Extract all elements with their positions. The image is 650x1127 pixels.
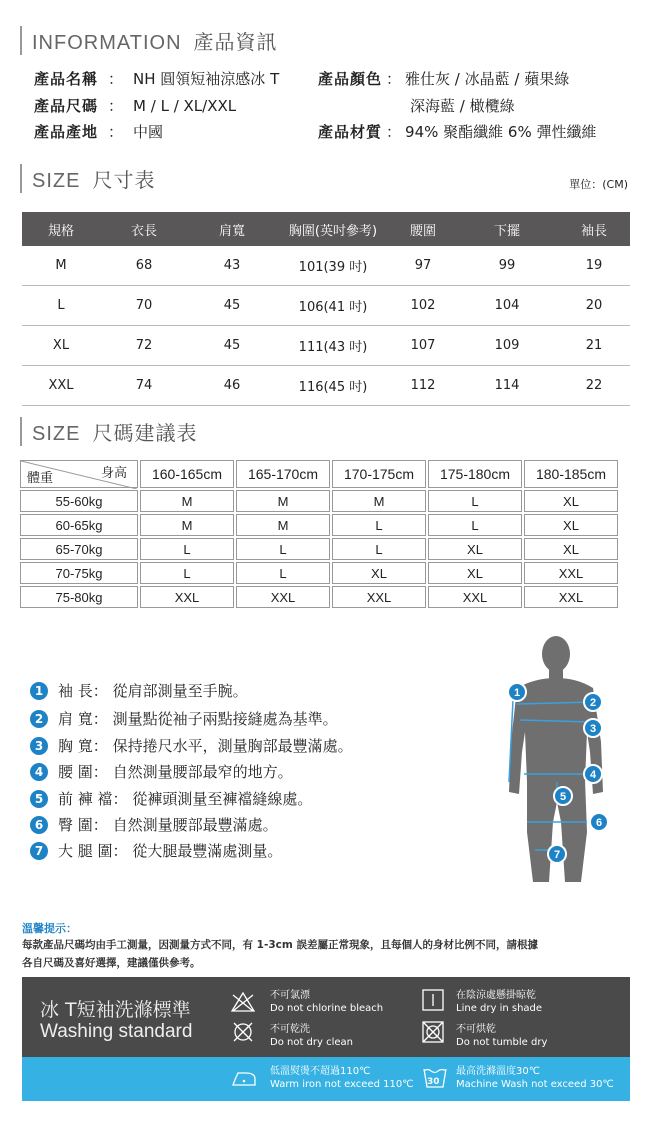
wash-title-zh: 冰 T短袖洗滌標準 <box>40 999 191 1021</box>
cell: 72 <box>100 326 188 366</box>
size-table <box>22 212 630 406</box>
info-product-color-2 <box>410 95 515 116</box>
cell: XL <box>22 326 100 366</box>
no-tumble-text <box>456 1023 547 1049</box>
table-row <box>22 246 630 286</box>
line-dry-text <box>456 989 542 1015</box>
info-title-zh: 產品資訊 <box>193 30 278 54</box>
cell: M <box>236 514 330 536</box>
info-product-name <box>34 68 279 89</box>
no-dry-clean-icon <box>232 1021 254 1043</box>
rec-title-zh: 尺碼建議表 <box>92 421 198 445</box>
badge-2-icon <box>584 693 602 711</box>
weight-cell: 65-70kg <box>20 538 138 560</box>
cell: L <box>428 490 522 512</box>
cell: M <box>22 246 100 286</box>
col-header: 胸圍(英吋參考) <box>276 212 390 246</box>
cell: XXL <box>22 366 100 406</box>
weight-cell: 70-75kg <box>20 562 138 584</box>
rec-title-en: SIZE <box>32 423 81 445</box>
value: 雅仕灰 / 冰晶藍 / 蘋果綠 <box>405 70 570 88</box>
cell: XXL <box>236 586 330 608</box>
desc: 測量點從袖子兩點接縫處為基準。 <box>112 710 338 728</box>
table-row <box>22 286 630 326</box>
weight-cell: 60-65kg <box>20 514 138 536</box>
cell: M <box>236 490 330 512</box>
badge-7-icon <box>548 845 566 863</box>
badge-1-icon <box>508 683 526 701</box>
label: 前 褲 襠： <box>58 790 128 808</box>
cell: 21 <box>558 326 630 366</box>
en: Machine Wash not exceed 30℃ <box>456 1079 614 1090</box>
col-header: 規格 <box>22 212 100 246</box>
cell: XL <box>524 490 618 512</box>
measure-item-thigh <box>30 840 282 861</box>
svg-text:3: 3 <box>589 723 597 735</box>
badge-4-icon <box>584 765 602 783</box>
label: 大 腿 圍： <box>58 842 128 860</box>
height-header: 180-185cm <box>524 460 618 488</box>
cell: XXL <box>140 586 234 608</box>
value: 深海藍 / 橄欖綠 <box>410 97 515 115</box>
cell: L <box>332 538 426 560</box>
label: 產品尺碼 <box>34 97 99 115</box>
cell: XL <box>524 538 618 560</box>
cell: 70 <box>100 286 188 326</box>
colon: ： <box>108 123 124 141</box>
height-header: 160-165cm <box>140 460 234 488</box>
cell: 68 <box>100 246 188 286</box>
cell: 116(45 吋) <box>276 366 390 406</box>
measure-item-waist <box>30 761 293 782</box>
desc: 自然測量腰部最窄的地方。 <box>112 763 293 781</box>
table-row <box>20 562 618 584</box>
zh: 在陰涼處懸掛晾乾 <box>456 990 536 1001</box>
desc: 從褲頭測量至褲襠縫線處。 <box>132 790 313 808</box>
info-product-size <box>34 95 236 116</box>
badge-6-icon <box>590 813 608 831</box>
info-product-origin <box>34 121 163 142</box>
measure-item-rise <box>30 788 312 809</box>
cell: 101(39 吋) <box>276 246 390 286</box>
recommendation-table <box>18 458 620 610</box>
svg-text:1: 1 <box>513 687 521 699</box>
number-badge-icon: 2 <box>30 710 48 728</box>
notice-line: 各自尺碼及喜好選擇，建議僅供參考。 <box>22 957 201 969</box>
measure-item-chest <box>30 735 353 756</box>
zh: 低溫熨燙不超過110℃ <box>270 1066 371 1077</box>
cell: M <box>140 490 234 512</box>
cell: 99 <box>456 246 558 286</box>
label: 胸 寬： <box>58 737 108 755</box>
measure-item-shoulder <box>30 708 338 729</box>
label: 產品材質 <box>318 123 383 141</box>
en: Do not tumble dry <box>456 1037 548 1048</box>
measure-item-sleeve <box>30 680 248 701</box>
cell: XL <box>428 538 522 560</box>
label: 肩 寬： <box>58 710 108 728</box>
cell: XL <box>332 562 426 584</box>
unit-label: 單位：(CM) <box>569 178 628 191</box>
cell: 43 <box>188 246 276 286</box>
label: 產品產地 <box>34 123 99 141</box>
weight-cell: 75-80kg <box>20 586 138 608</box>
value: M / L / XL/XXL <box>133 97 237 115</box>
info-title-en: INFORMATION <box>32 32 182 54</box>
cell: XXL <box>332 586 426 608</box>
zh: 不可烘乾 <box>456 1024 496 1035</box>
cell: 106(41 吋) <box>276 286 390 326</box>
table-row <box>22 326 630 366</box>
en: Do not dry clean <box>270 1037 354 1048</box>
en: Do not chlorine bleach <box>270 1003 384 1014</box>
col-header: 衣長 <box>100 212 188 246</box>
en: Line dry in shade <box>456 1003 543 1014</box>
value: 94% 聚酯纖維 6% 彈性纖維 <box>405 123 597 141</box>
wash-title-en: Washing standard <box>40 1021 193 1042</box>
cell: 22 <box>558 366 630 406</box>
value: NH 圓領短袖涼感冰 T <box>133 70 280 88</box>
no-tumble-dry-icon <box>422 1021 444 1043</box>
table-row <box>20 538 618 560</box>
corner-cell <box>20 460 138 488</box>
badge-3-icon <box>584 719 602 737</box>
height-header: 175-180cm <box>428 460 522 488</box>
no-dry-clean-text <box>270 1023 353 1049</box>
colon: ： <box>108 70 124 88</box>
body-silhouette-icon <box>495 632 615 884</box>
iron-icon <box>230 1069 258 1089</box>
svg-text:2: 2 <box>589 697 597 709</box>
size-section-title <box>20 164 155 193</box>
cell: 20 <box>558 286 630 326</box>
cell: 104 <box>456 286 558 326</box>
info-product-material <box>318 121 596 142</box>
zh: 不可乾洗 <box>270 1024 310 1035</box>
col-header: 肩寬 <box>188 212 276 246</box>
notice-text <box>22 936 630 972</box>
cell: 45 <box>188 326 276 366</box>
value: 中國 <box>133 123 164 141</box>
label: 臀 圍： <box>58 816 108 834</box>
cell: XL <box>524 514 618 536</box>
label: 袖 長： <box>58 682 108 700</box>
weight-label: 體重 <box>27 470 54 485</box>
notice-line: 每款產品尺碼均由手工測量，因測量方式不同，有 1-3cm 誤差屬正常現象，且每個人的身材比例不同，請根據 <box>22 939 538 951</box>
washing-standard-panel <box>22 977 630 1057</box>
col-header: 腰圍 <box>390 212 456 246</box>
cell: L <box>236 538 330 560</box>
svg-text:5: 5 <box>559 791 567 803</box>
table-row <box>20 490 618 512</box>
height-label: 身高 <box>100 465 127 480</box>
wash-icon-number: 30 <box>427 1077 440 1087</box>
colon: ： <box>386 70 402 88</box>
cell: XL <box>428 562 522 584</box>
cell: 45 <box>188 286 276 326</box>
zh: 不可氯漂 <box>270 990 310 1001</box>
measure-item-hip <box>30 814 278 835</box>
cell: L <box>22 286 100 326</box>
svg-text:7: 7 <box>553 849 561 861</box>
col-header: 下擺 <box>456 212 558 246</box>
info-section-title <box>20 26 278 55</box>
number-badge-icon: 5 <box>30 790 48 808</box>
label: 產品顏色 <box>318 70 383 88</box>
col-header: 袖長 <box>558 212 630 246</box>
table-row <box>20 586 618 608</box>
badge-5-icon <box>554 787 572 805</box>
cell: L <box>236 562 330 584</box>
colon: ： <box>386 123 402 141</box>
cell: L <box>428 514 522 536</box>
en: Warm iron not exceed 110℃ <box>270 1079 414 1090</box>
cell: 112 <box>390 366 456 406</box>
table-row <box>20 514 618 536</box>
rec-header-row <box>20 460 618 488</box>
cell: XXL <box>524 562 618 584</box>
zh: 最高洗滌溫度30℃ <box>456 1066 540 1077</box>
no-bleach-text <box>270 989 383 1015</box>
iron-text <box>270 1065 413 1091</box>
no-bleach-icon <box>230 991 256 1013</box>
washing-temp-panel <box>22 1057 630 1101</box>
cell: 109 <box>456 326 558 366</box>
cell: L <box>140 538 234 560</box>
desc: 從大腿最豐滿處測量。 <box>132 842 283 860</box>
desc: 從肩部測量至手腕。 <box>112 682 248 700</box>
cell: XXL <box>524 586 618 608</box>
cell: 107 <box>390 326 456 366</box>
cell: 114 <box>456 366 558 406</box>
number-badge-icon: 6 <box>30 816 48 834</box>
cell: XXL <box>428 586 522 608</box>
label: 產品名稱 <box>34 70 99 88</box>
colon: ： <box>108 97 124 115</box>
height-header: 170-175cm <box>332 460 426 488</box>
svg-text:6: 6 <box>595 817 603 829</box>
cell: L <box>332 514 426 536</box>
cell: M <box>140 514 234 536</box>
size-table-header <box>22 212 630 246</box>
number-badge-icon: 7 <box>30 842 48 860</box>
cell: L <box>140 562 234 584</box>
notice-title: 溫馨提示： <box>22 922 77 935</box>
cell: 19 <box>558 246 630 286</box>
weight-cell: 55-60kg <box>20 490 138 512</box>
rec-section-title <box>20 417 197 446</box>
cell: 97 <box>390 246 456 286</box>
size-title-en: SIZE <box>32 170 81 192</box>
cell: 111(43 吋) <box>276 326 390 366</box>
cell: 46 <box>188 366 276 406</box>
desc: 保持捲尺水平，測量胸部最豐滿處。 <box>112 737 353 755</box>
line-dry-shade-icon <box>422 989 444 1011</box>
cell: 74 <box>100 366 188 406</box>
height-header: 165-170cm <box>236 460 330 488</box>
size-title-zh: 尺寸表 <box>92 168 156 192</box>
table-row <box>22 366 630 406</box>
label: 腰 圍： <box>58 763 108 781</box>
info-product-color <box>318 68 569 89</box>
wash-temp-text <box>456 1065 614 1091</box>
number-badge-icon: 3 <box>30 737 48 755</box>
svg-text:4: 4 <box>589 769 597 781</box>
number-badge-icon: 1 <box>30 682 48 700</box>
number-badge-icon: 4 <box>30 763 48 781</box>
cell: M <box>332 490 426 512</box>
desc: 自然測量腰部最豐滿處。 <box>112 816 278 834</box>
cell: 102 <box>390 286 456 326</box>
